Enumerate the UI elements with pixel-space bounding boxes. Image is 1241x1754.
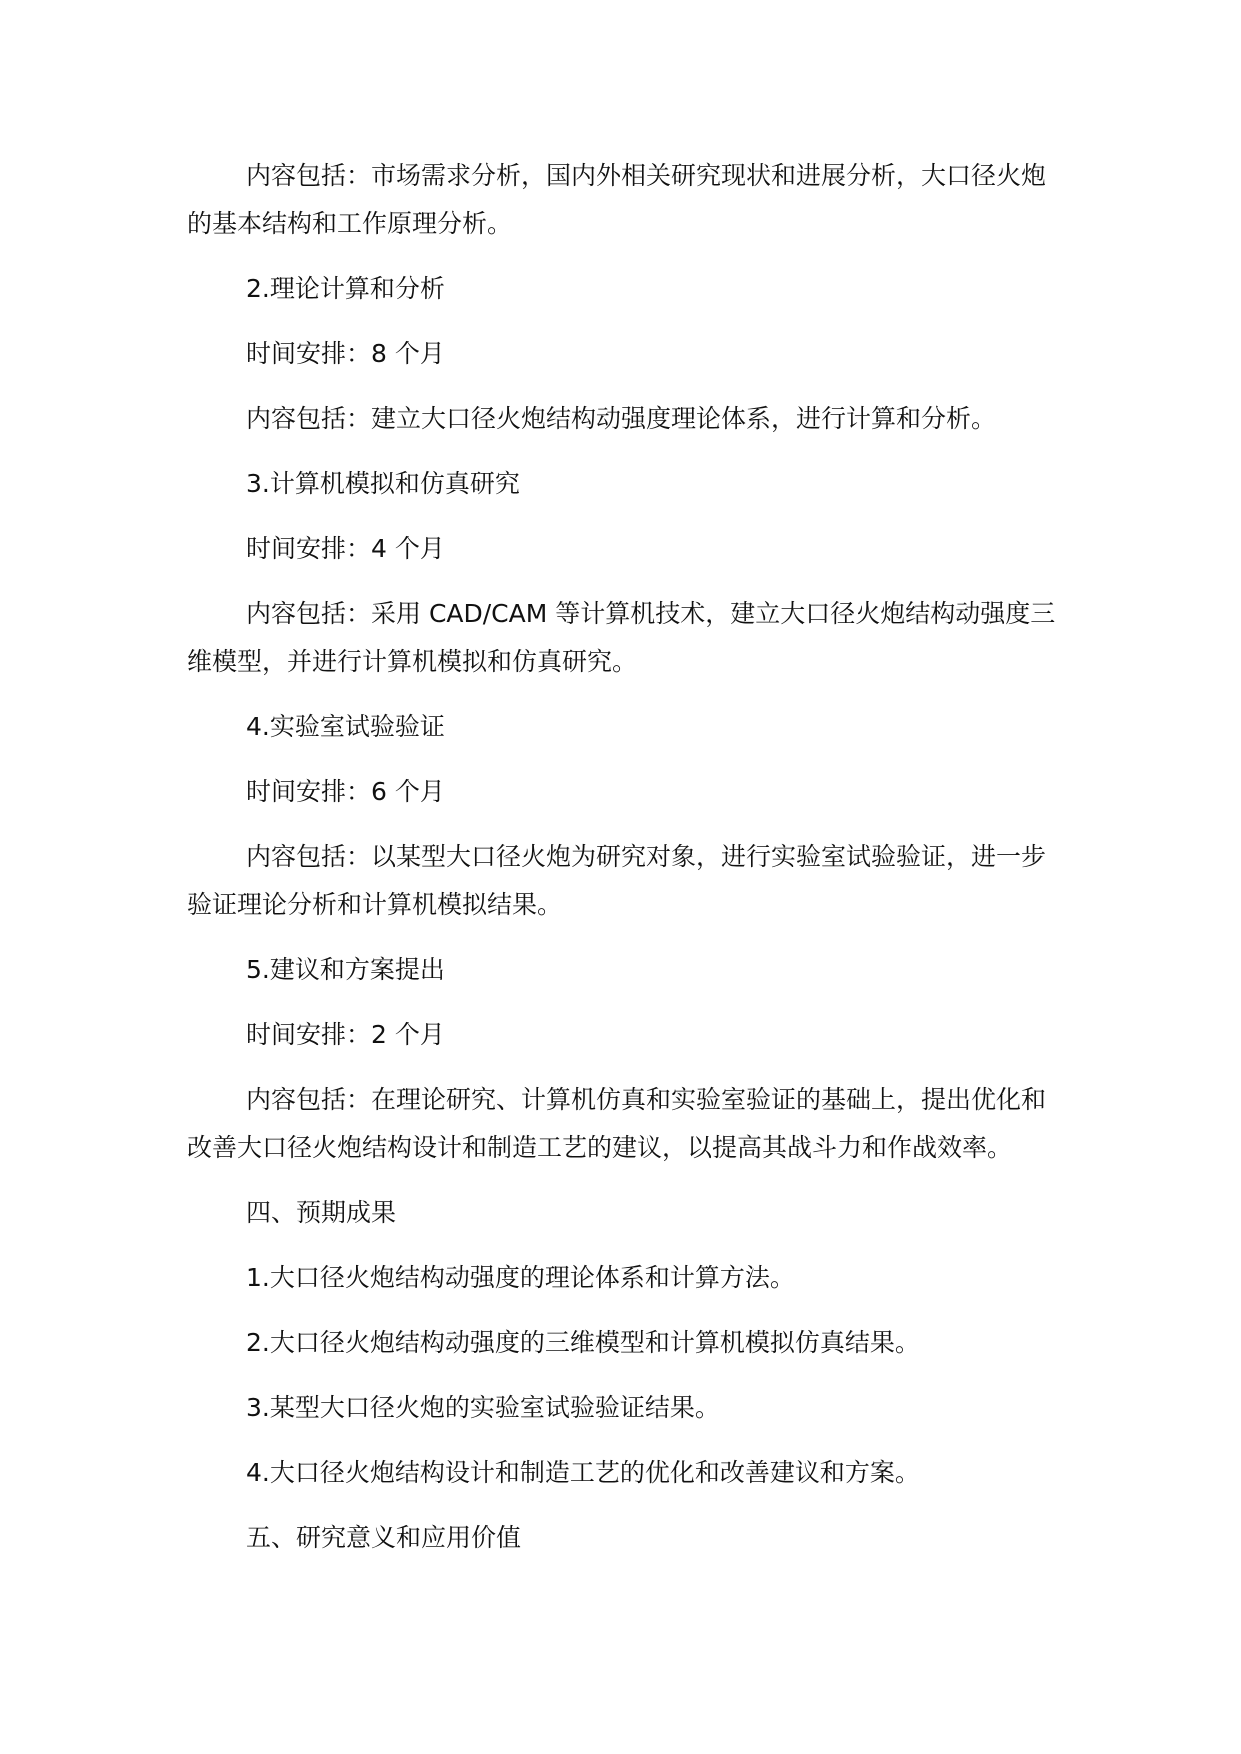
result-item-1: 1.大口径火炮结构动强度的理论体系和计算方法。 [246, 1263, 795, 1292]
heading-simulation-research: 3.计算机模拟和仿真研究 [246, 469, 520, 498]
paragraph-schedule-2-months: 时间安排：2 个月 [246, 1020, 445, 1049]
paragraph-schedule-4-months: 时间安排：4 个月 [246, 534, 445, 563]
section-heading-significance: 五、研究意义和应用价值 [246, 1523, 522, 1552]
heading-theory-calculation: 2.理论计算和分析 [246, 274, 445, 303]
paragraph-schedule-6-months: 时间安排：6 个月 [246, 777, 445, 806]
heading-recommendations: 5.建议和方案提出 [246, 955, 445, 984]
paragraph-content-simulation: 内容包括：采用 CAD/CAM 等计算机技术，建立大口径火炮结构动强度三维模型，并进行计算机模拟和仿真研究。 [187, 599, 1056, 676]
paragraph-content-theory: 内容包括：建立大口径火炮结构动强度理论体系，进行计算和分析。 [246, 404, 997, 433]
document-body [187, 152, 1067, 1579]
paragraph-content-recommendations: 内容包括：在理论研究、计算机仿真和实验室验证的基础上，提出优化和改善大口径火炮结构设计和制造工艺的建议，以提高其战斗力和作战效率。 [187, 1085, 1047, 1162]
result-item-4: 4.大口径火炮结构设计和制造工艺的优化和改善建议和方案。 [246, 1458, 920, 1487]
heading-lab-verification: 4.实验室试验验证 [246, 712, 445, 741]
result-item-3: 3.某型大口径火炮的实验室试验验证结果。 [246, 1393, 720, 1422]
paragraph-schedule-8-months: 时间安排：8 个月 [246, 339, 445, 368]
paragraph-content-lab: 内容包括：以某型大口径火炮为研究对象，进行实验室试验验证，进一步验证理论分析和计算机模拟结果。 [187, 842, 1047, 919]
section-heading-expected-results: 四、预期成果 [246, 1198, 397, 1227]
paragraph-content-market-analysis: 内容包括：市场需求分析，国内外相关研究现状和进展分析，大口径火炮的基本结构和工作原理分析。 [187, 161, 1047, 238]
result-item-2: 2.大口径火炮结构动强度的三维模型和计算机模拟仿真结果。 [246, 1328, 920, 1357]
